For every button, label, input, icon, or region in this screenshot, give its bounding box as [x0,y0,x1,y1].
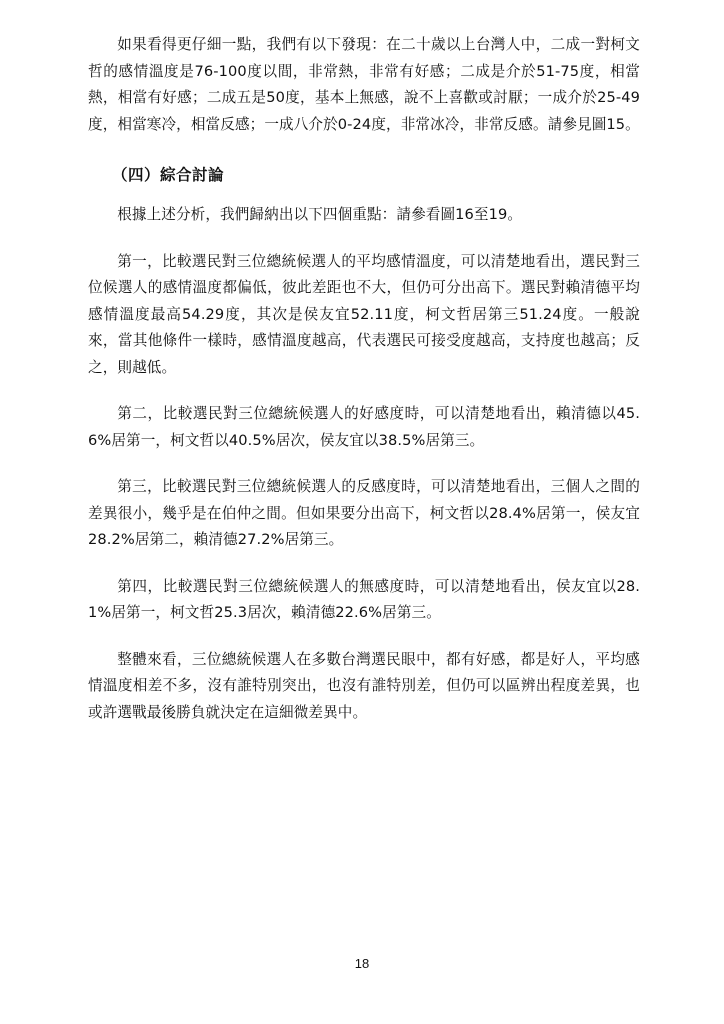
page-content [88,32,640,746]
paragraph-point-four: 第四，比較選民對三位總統候選人的無感度時，可以清楚地看出，侯友宜以28.1%居第一，柯文哲25.3居次，賴清德22.6%居第三。 [88,577,640,621]
page-number: 18 [354,956,370,971]
section-heading: （四）綜合討論 [112,166,225,184]
paragraph-point-three: 第三，比較選民對三位總統候選人的反感度時，可以清楚地看出，三個人之間的差異很小，幾乎是在伯仲之間。但如果要分出高下，柯文哲以28.4%居第一，侯友宜28.2%居第二，賴清德27.2%居第三。 [88,478,640,548]
paragraph-findings: 如果看得更仔細一點，我們有以下發現：在二十歲以上台灣人中，二成一對柯文哲的感情溫度是76-100度以間，非常熱，非常有好感；二成是介於51-75度，相當熱，相當有好感；二成五是50度，基本上無感，說不上喜歡或討厭；一成介於25-49度，相當寒冷，相當反感；一成八介於0-24度，非常冰冷，非常反感。請參見圖15。 [88,36,640,133]
paragraph-summary-intro: 根據上述分析，我們歸納出以下四個重點：請參看圖16至19。 [117,206,523,223]
paragraph-point-two: 第二，比較選民對三位總統候選人的好感度時，可以清楚地看出，賴清德以45.6%居第一，柯文哲以40.5%居次，侯友宜以38.5%居第三。 [88,405,640,449]
paragraph-conclusion: 整體來看，三位總統候選人在多數台灣選民眼中，都有好感，都是好人，平均感情溫度相差不多，沒有誰特別突出，也沒有誰特別差，但仍可以區辨出程度差異，也或許選戰最後勝負就決定在這細微差異中。 [88,650,640,721]
paragraph-point-one: 第一，比較選民對三位總統候選人的平均感情溫度，可以清楚地看出，選民對三位候選人的感情溫度都偏低，彼此差距也不大，但仍可分出高下。選民對賴清德平均感情溫度最高54.29度，其次是侯友宜52.11度，柯文哲居第三51.24度。一般說來，當其他條件一樣時，感情溫度越高，代表選民可接受度越高，支持度也越高；反之，則越低。 [88,252,640,376]
